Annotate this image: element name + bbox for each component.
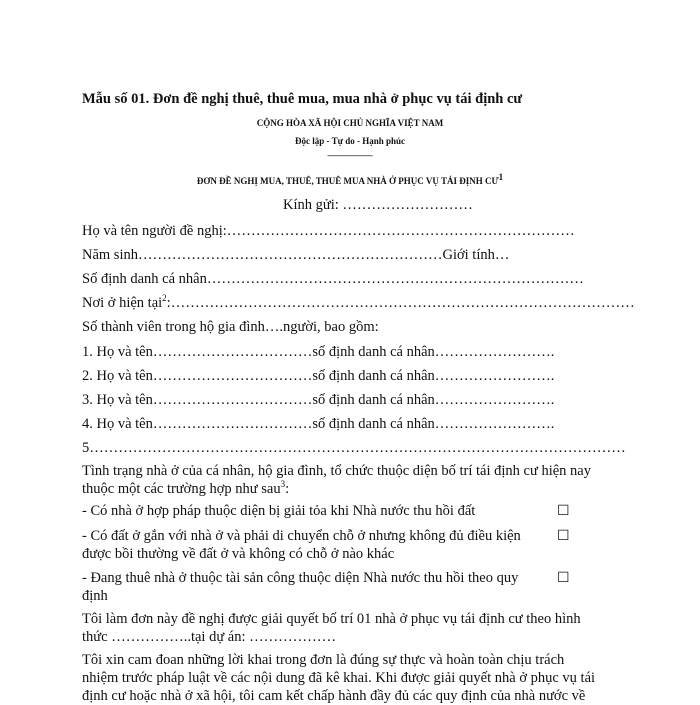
birth-year-gender-field: Năm sinh………………………………………………………Giới tính… xyxy=(82,247,510,263)
request-paragraph: Tôi làm đơn này đề nghị được giải quyết bố trí 01 nhà ở phục vụ tái định cư theo hình xyxy=(82,611,581,627)
residence-label: Nơi ở hiện tại xyxy=(82,295,163,311)
country-name: CỘNG HÒA XÃ HỘI CHỦ NGHĨA VIỆT NAM xyxy=(256,118,444,128)
member-row: 5………………………………………………………………………………………………… xyxy=(82,440,626,456)
footnote-mark-2: 2 xyxy=(162,293,167,304)
id-number-field: Số định danh cá nhân…………………………………………………………………… xyxy=(82,271,584,287)
option-line-cont: được bồi thường về đất ở và không có chỗ ở nào khác xyxy=(82,546,395,562)
option-checkbox[interactable]: ☐ xyxy=(557,528,570,544)
full-name-field: Họ và tên người đề nghị:……………………………………………………………… xyxy=(82,223,575,239)
member-row: 1. Họ và tên……………………………số định danh cá nhân……………………. xyxy=(82,344,555,360)
request-paragraph-cont: thức ……………..tại dự án: ……………… xyxy=(82,629,337,645)
recipient-line: Kính gửi: ……………………… xyxy=(283,197,473,213)
footnote-mark-1: 1 xyxy=(498,172,504,182)
housing-status-intro-text: thuộc một các trường hợp như sau xyxy=(82,481,281,497)
footnote-mark-3: 3 xyxy=(280,479,286,490)
option-checkbox[interactable]: ☐ xyxy=(557,503,570,519)
pledge-paragraph: Tôi xin cam đoan những lời khai trong đơn là đúng sự thực và hoàn toàn chịu trách xyxy=(82,652,565,668)
housing-status-intro-cont xyxy=(82,480,289,498)
household-count: Số thành viên trong hộ gia đình….người, bao gồm: xyxy=(82,319,379,335)
residence-field xyxy=(82,294,635,312)
form-code: Mẫu số 01. Đơn đề nghị thuê, thuê mua, mua nhà ở phục vụ tái định cư xyxy=(82,91,523,107)
option-line: - Đang thuê nhà ở thuộc tài sản công thuộc diện Nhà nước thu hồi theo quy xyxy=(82,570,519,586)
option-checkbox[interactable]: ☐ xyxy=(557,570,570,586)
member-row: 2. Họ và tên……………………………số định danh cá nhân……………………. xyxy=(82,368,555,384)
member-row: 4. Họ và tên……………………………số định danh cá nhân……………………. xyxy=(82,416,555,432)
option-line: - Có nhà ở hợp pháp thuộc diện bị giải tỏa khi Nhà nước thu hồi đất xyxy=(82,503,476,519)
member-row: 3. Họ và tên……………………………số định danh cá nhân……………………. xyxy=(82,392,555,408)
pledge-paragraph-cont: nhiệm trước pháp luật về các nội dung đã kê khai. Khi được giải quyết nhà ở phục vụ tái xyxy=(82,670,596,686)
housing-status-colon: : xyxy=(285,481,290,497)
option-line-cont: định xyxy=(82,588,108,604)
document-title-text: ĐƠN ĐỀ NGHỊ MUA, THUÊ, THUÊ MUA NHÀ Ở PHỤC VỤ TÁI ĐỊNH CƯ xyxy=(196,176,499,186)
housing-status-intro: Tình trạng nhà ở của cá nhân, hộ gia đình, tổ chức thuộc diện bố trí tái định cư hiện nay xyxy=(82,463,591,479)
national-motto: Độc lập - Tự do - Hạnh phúc xyxy=(294,136,405,146)
residence-dots: :…………………………………………………………………………………… xyxy=(166,295,635,311)
option-line: - Có đất ở gắn với nhà ở và phải di chuyển chỗ ở nhưng không đủ điều kiện xyxy=(82,528,521,544)
pledge-paragraph-cont: định cư hoặc nhà ở xã hội, tôi cam kết chấp hành đầy đủ các quy định của nhà nước về xyxy=(82,688,586,704)
document-title xyxy=(0,172,700,190)
motto-underline: ————— xyxy=(327,150,373,160)
